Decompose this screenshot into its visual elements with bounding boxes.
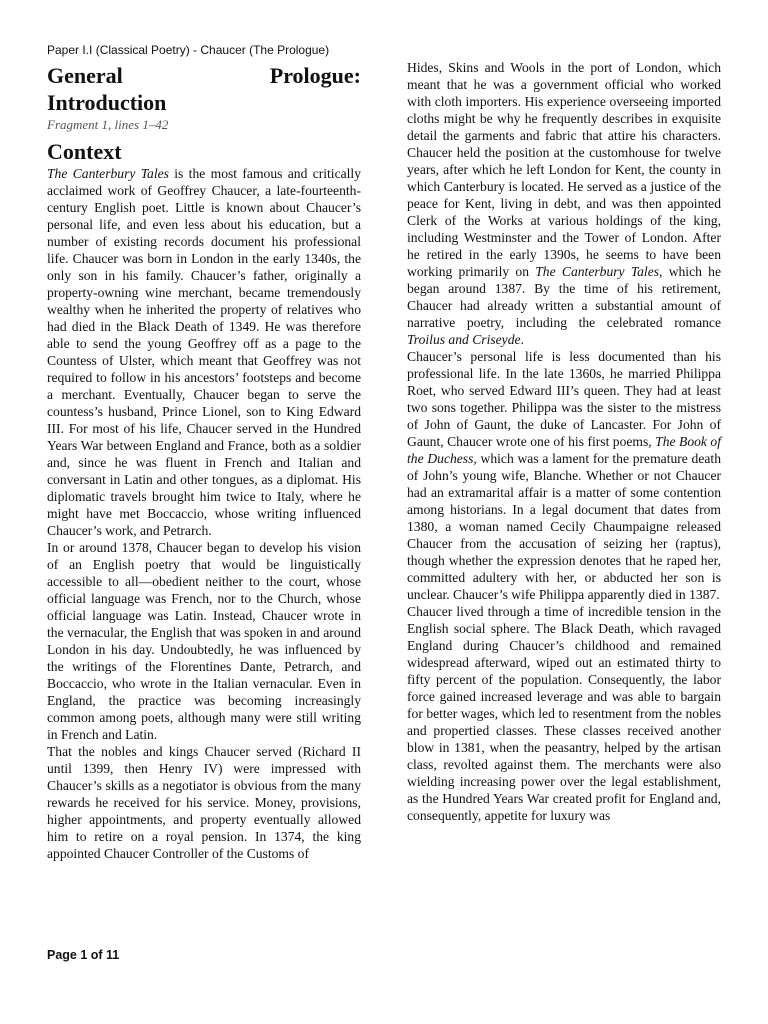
title-part-1: General	[47, 63, 123, 88]
work-title: Troilus and Criseyde	[407, 332, 521, 347]
page-title	[47, 62, 361, 89]
work-title: The Book of the Duchess,	[407, 434, 721, 466]
section-heading: Context	[47, 139, 122, 164]
page-number: Page 1 of 11	[47, 948, 120, 962]
subtitle: Fragment 1, lines 1–42	[47, 117, 169, 132]
paragraph-text: which was a lament for the premature death of John’s young wife, Blanche. Whether or not Chaucer had an extramarital affair is a matter of some contention among historians. In a legal document that dates from 1380, a woman named Cecily Chaumpaigne released Chaucer from the accusation of seizing her (raptus), though whether the expression denotes that he raped her, committed adultery with her, or abducted her son is unclear. Chaucer’s wife Philippa apparently died in 1387.	[407, 451, 721, 602]
left-column	[47, 62, 361, 862]
paragraph-text: Hides, Skins and Wools in the port of London, which meant that he was a government official who worked with cloth importers. His experience overseeing imported cloths might be why he frequently describes in exquisite detail the garments and fabric that attire his characters. Chaucer held the position at the customhouse for twelve years, after which he left London for Kent, the county in which Canterbury is located. He served as a justice of the peace for Kent, living in debt, and was then appointed Clerk of the Works at various holdings of the king, including Westminster and the Tower of London. After he retired in the early 1390s, he seems to have been working primarily on	[407, 60, 721, 279]
paragraph	[407, 59, 721, 348]
title-part-2: Prologue:	[269, 63, 361, 88]
running-header: Paper I.I (Classical Poetry) - Chaucer (The Prologue)	[47, 43, 330, 57]
paragraph: Chaucer lived through a time of incredible tension in the English social sphere. The Black Death, which ravaged England during Chaucer’s childhood and remained widespread afterward, wiped out an estimated thirty to fifty percent of the population. Consequently, the labor force gained increased leverage and was able to bargain for better wages, which led to resentment from the nobles and propertied classes. These classes received another blow in 1381, when the peasantry, helped by the artisan class, revolted against them. The merchants were also wielding increasing power over the legal establishment, as the Hundred Years War created profit for England and, consequently, appetite for luxury was	[407, 604, 721, 823]
paragraph	[47, 165, 361, 539]
paragraph: That the nobles and kings Chaucer served (Richard II until 1399, then Henry IV) were impressed with Chaucer’s skills as a negotiator is obvious from the many rewards he received for his service. Money, provisions, higher appointments, and property eventually allowed him to retire on a royal pension. In 1374, the king appointed Chaucer Controller of the Customs of	[47, 744, 361, 861]
right-column	[407, 59, 721, 824]
work-title: The Canterbury Tales,	[535, 264, 663, 279]
page-title-line-2: Introduction	[47, 90, 167, 115]
paragraph	[407, 348, 721, 603]
paragraph-text: .	[520, 332, 524, 347]
paragraph-text: which he began around 1387. By the time of his retirement, Chaucer had already written a substantial amount of narrative poetry, including the celebrated romance	[407, 264, 721, 330]
work-title: The Canterbury Tales	[47, 166, 169, 181]
paragraph: In or around 1378, Chaucer began to develop his vision of an English poetry that would be linguistically accessible to all—obedient neither to the court, whose official language was French, nor to the Church, whose official language was Latin. Instead, Chaucer wrote in the vernacular, the English that was spoken in and around London in his day. Undoubtedly, he was influenced by the writings of the Florentines Dante, Petrarch, and Boccaccio, who wrote in the Italian vernacular. Even in England, the practice was becoming increasingly common among poets, although many were still writing in French and Latin.	[47, 540, 361, 742]
paragraph-text: is the most famous and critically acclaimed work of Geoffrey Chaucer, a late-fourteenth-century English poet. Little is known about Chaucer’s personal life, and even less about his education, but a number of existing records document his professional life. Chaucer was born in London in the early 1340s, the only son in his family. Chaucer’s father, originally a property-owning wine merchant, became tremendously wealthy when he inherited the property of relatives who had died in the Black Death of 1349. He was therefore able to send the young Geoffrey off as a page to the Countess of Ulster, which meant that Geoffrey was not required to follow in his ancestors’ footsteps and become a merchant. Eventually, Chaucer began to serve the countess’s husband, Prince Lionel, son to King Edward III. For most of his life, Chaucer served in the Hundred Years War between England and France, both as a soldier and, since he was fluent in French and Italian and conversant in Latin and other tongues, as a diplomat. His diplomatic travels brought him twice to Italy, where he might have met Boccaccio, whose writing influenced Chaucer’s work, and Petrarch.	[47, 166, 361, 538]
paragraph-text: Chaucer’s personal life is less documented than his professional life. In the late 1360s, he married Philippa Roet, who served Edward III’s queen. They had at least two sons together. Philippa was the sister to the mistress of John of Gaunt, the duke of Lancaster. For John of Gaunt, Chaucer wrote one of his first poems,	[407, 349, 721, 449]
